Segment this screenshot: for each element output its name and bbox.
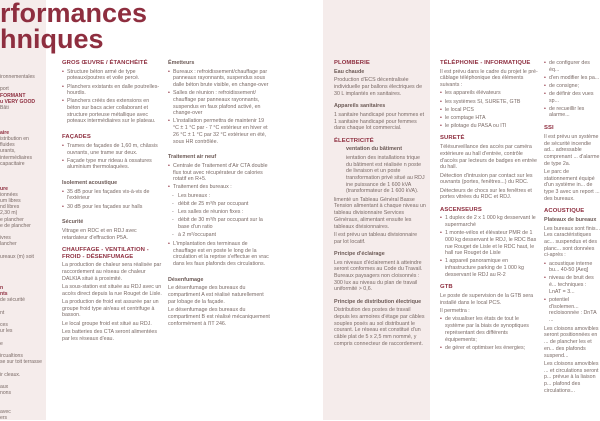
list-item: • de consigne; (544, 83, 600, 90)
list-item: - débit de 30 m³/h par occupant sur la base d'un ratio (168, 217, 270, 230)
cropped-text-line: urants, intermédiaires (0, 148, 32, 161)
column-telephony-security (440, 60, 540, 353)
list-item: • 1 duplex de 2 x 1 000 kg desservant le supermarché (440, 215, 540, 228)
cropped-text-line: ironnementales (0, 74, 35, 80)
paragraph: Il permettra : (440, 308, 470, 315)
cropped-text-line: ces (0, 322, 8, 329)
list-item: • 1 monte-vélos et élévateur PMR de 1 000 kg desservant le RDJ, le RDC Bas rue Rouget de Lisle et le RDC haut, le hall rue Rouget de Lisle (440, 230, 540, 257)
paragraph: Télésurveillance des accès par caméra extérieure au hall d'entrée, contrôle d'accès par lecteurs de badges en entrée du hall. (440, 144, 538, 171)
cropped-text-line: ir cleaux. (0, 371, 21, 378)
paragraph: Le parc de stationnement équipé d'un système in... de type 3 avec un report ... des bureaux. (544, 169, 600, 202)
section-title-facades: FAÇADES (62, 134, 91, 141)
paragraph: Les cloisons amovibles ... et circulations seront p... prévue à la liaison p... plafond des circulations... (544, 360, 599, 394)
paragraph: Le désenfumage des bureaux du compartiment A est réalisé naturellement par lobage de la façade. (168, 285, 264, 305)
section-title-securite: Sécurité (62, 219, 84, 226)
section-title-air-neuf: Traitement air neuf (168, 154, 217, 161)
section-title-ssi: SSI (544, 125, 554, 132)
cropped-text-line: avec (0, 408, 11, 415)
cropped-text-line: n (0, 284, 4, 291)
list-item: • L'implantation des terminaux de chauffage est en poste le long de la circulation et la reprise s'effectue en vrac dans les faux plafonds des circulations. (168, 241, 270, 268)
list-acoustique (544, 261, 600, 324)
column-structure-hvac (62, 60, 162, 344)
page-title-line-1: rformances (0, 0, 148, 28)
list-item: • le comptage HTA (440, 115, 540, 122)
paragraph: Le désenfumage des bureaux du compartiment B est réalisé mécaniquement conformément à l'IT 246. (168, 307, 270, 327)
list-item: • 35 dB pour les façades vis-à-vis de l'extérieur (62, 189, 162, 202)
subsection-alimentation: ventation du bâtiment (346, 146, 403, 153)
paragraph: Distribution des postes de travail depuis les armoires d'étage par câbles souples posés au sol distribuant le courant. Le réseau est constitué d'un câble plat de 5 x 2,5 mm nommé, y compris connecteur de raccordement. (334, 307, 425, 347)
paragraph: Les batteries des CTA seront alimentées par les réseaux d'eau. (62, 329, 157, 342)
list-facades (62, 143, 162, 171)
section-title-desenfumage: Désenfumage (168, 276, 204, 283)
subsection-sanitaires: Appareils sanitaires (334, 103, 386, 110)
list-item: • Planchers créés des extensions en béton sur bacs acier collaborant et structure porteuse métallique avec poteaux intermédiaires sur le plateau. (62, 98, 162, 125)
subsection-plateaux: Plateaux de bureaux (544, 216, 597, 223)
paragraph: La sous-station est située au RDJ avec un accès direct depuis la rue Rouget de Lisle. (62, 284, 162, 297)
cropped-text-line: nd libres (0, 204, 20, 211)
list-emetteurs (168, 69, 270, 146)
cropped-text-line: e plancher (0, 216, 24, 223)
list-item: - débit de 25 m³/h par occupant (168, 201, 270, 208)
list-item: • niveau de bruit des é... techniques : LnAT = 3... (544, 275, 600, 295)
column-ssi-acoustics (544, 60, 600, 420)
list-item: • Structure béton armé de type poteaux/poutres et voile percé. (62, 69, 162, 82)
cropped-text-line: capacitaire (0, 160, 25, 167)
section-title-surete: SURETÉ (440, 135, 465, 142)
list-item: - à 2 m²/occupant (168, 232, 270, 239)
list-item: • Planchers existants en dalle poutrelles-hourdis. (62, 84, 162, 97)
paragraph: Détection d'intrusion par contact sur les ouvrants (portes, fenêtres...) du RDC. (440, 172, 533, 186)
paragraph: Le poste de supervision de la GTB sera installé dans le local PCS. (440, 293, 534, 306)
page-title (0, 0, 147, 52)
list-air-neuf-2 (168, 241, 270, 268)
cropped-text-line: e de plancher (0, 222, 31, 229)
section-title-telephonie: TÉLÉPHONIE - INFORMATIQUE (440, 60, 531, 66)
cropped-text-line: ur les (0, 328, 13, 335)
list-item: • de configurer des éq... (544, 60, 600, 73)
paragraph: La production de chaleur sera réalisée par raccordement au réseau de chaleur DALKIA situé à proximité. (62, 262, 162, 282)
cropped-text-line: nons (0, 390, 12, 397)
cropped-text-line: ureaux (m) soit (0, 253, 34, 260)
list-item: • Trames de façades de 1,60 m, châssis ouvrants, une trame sur deux. (62, 143, 162, 156)
section-title-gtb: GTB (440, 284, 453, 291)
paragraph: Les cloisons amovibles seront positionnées en ... de plancher les et en... des plafonds suspend... (544, 325, 599, 359)
column-plumbing-electricity (334, 60, 426, 349)
list-item: • L'installation permettra de maintenir 19 °C ± 1 °C par - 7 °C extérieur en hiver et 26 °C ± 1 °C par 32 °C extérieur en été, sous HR contrôlée. (168, 118, 270, 145)
cropped-text-line: FORMANT (0, 92, 26, 99)
section-title-electricite: ÉLECTRICITÉ (334, 137, 374, 144)
list-item: • acoustique interne bu... 40-50 [Aeq] (544, 261, 600, 274)
list-item: • de définir des vues sp... (544, 91, 600, 104)
cropped-text-line: u VERY GOOD (0, 98, 36, 105)
section-title-ascenseurs: ASCENSEURS (440, 206, 482, 213)
cropped-text-line: lancher (0, 241, 17, 248)
cropped-text-line: ircualtions (0, 353, 23, 360)
list-item: • le pilotage du PASA ou ITI (440, 123, 540, 130)
list-item: • de visualiser les états de tout le système par la biais de synoptiques représentant des différents équipements; (440, 316, 540, 343)
paragraph: ientation des installations trique du bâtiment est réalisée n poste de livraison et un poste transformation privé situé au RDJ ine puissance de 1 600 kVA (transformateur de 1 600 kVA). (346, 154, 425, 195)
list-telephonie (440, 90, 540, 129)
cropped-text-line: e (0, 340, 3, 347)
column-environmental (0, 74, 44, 421)
cropped-text-line: ure (0, 185, 8, 192)
paragraph: Il est prévu un système de sécurité incendie ad... adressable comprenant ... d'alarme de type 2a. (544, 133, 600, 167)
section-title-chauffage: CHAUFFAGE - VENTILATION - FROID - DÉSENFUMAGE (62, 246, 149, 260)
cropped-text-line: de sécurité (0, 297, 25, 304)
subsection-eau-chaude: Eau chaude (334, 68, 365, 75)
paragraph: Production d'ECS décentralisée individuelle par ballons électriques de 30 L implantés en sanitaires. (334, 77, 423, 97)
list-air-neuf-sub (168, 193, 270, 239)
list-item: • 1 appareil panoramique en infrastructure parking de 1 000 kg desservant le RDJ au R-2 (440, 258, 540, 278)
cropped-text-line: um libres (0, 198, 21, 205)
list-item: • le local PCS (440, 107, 540, 114)
paragraph: Les niveaux d'éclairement à atteindre seront conformes au Code du Travail. Bureaux paysagers non cloisonnés : 300 lux au niveau du plan de travail uniformité > 0,6. (334, 259, 423, 293)
paragraph: Vitrage en RDC et en RDJ avec retardateur d'effraction P5A. (62, 227, 137, 241)
paragraph: Les bureaux sont finis... Les caractéristiques ac... suspendus et des planc... sont données ci-après : (544, 225, 600, 259)
list-gros-oeuvre (62, 69, 162, 125)
paragraph: Le local groupe froid est situé au RDJ. (62, 320, 152, 327)
list-item: - Les salles de réunion fixes : (168, 209, 270, 216)
list-item: • les appareils élévateurs (440, 90, 540, 97)
subsection-eclairage: Principe d'éclairage (334, 250, 385, 257)
cropped-text-line: aire (0, 129, 10, 136)
list-item: • Traitement des bureaux : (168, 184, 270, 191)
cropped-text-line: Bâti (0, 105, 9, 112)
section-title-acoustique: ACOUSTIQUE (544, 208, 585, 215)
subsection-distribution: Principe de distribution électrique (334, 298, 422, 305)
list-ascenseurs (440, 215, 540, 278)
list-air-neuf (168, 163, 270, 191)
cropped-text-line: istribution en fluides (0, 136, 29, 149)
list-item: - Les bureaux : (168, 193, 270, 200)
paragraph: Il est prévu un tableau divisionnaire par lot locatif. (334, 231, 418, 245)
cropped-text-line: port (0, 86, 9, 93)
cropped-text-line: ionnées (0, 191, 18, 198)
section-title-gros-oeuvre: GROS ŒUVRE / ÉTANCHÉITÉ (62, 60, 148, 66)
list-item: • Bureaux : refroidissement/chauffage par panneaux rayonnants, suspendus sous dalle béton brute visible, en change-over (168, 69, 270, 89)
page-title-line-2: hniques (0, 24, 104, 54)
list-item: • Salles de réunion : refroidissement/ chauffage par panneaux rayonnants, suspendus en faux plafond activé, en change-over (168, 90, 270, 117)
cropped-text-line: se sur toit terrasse (0, 359, 42, 366)
cropped-text-line: 2,30 m) (0, 210, 18, 217)
list-item: • d'en modifier les pa... (544, 75, 600, 82)
list-item: • potentiel d'isolemen... recloisonnée : DnTA ... (544, 297, 600, 324)
list-item: • Façade type mur rideau à ossatures aluminium thermolaquées. (62, 158, 162, 171)
list-item: • les systèmes SI, SURETE, GTB (440, 99, 540, 106)
cropped-text-line: nt (0, 309, 5, 316)
list-item: • de gérer et optimiser les énergies; (440, 345, 540, 352)
section-title-plomberie: PLOMBERIE (334, 60, 370, 66)
section-title-isolement: Isolement acoustique (62, 180, 118, 187)
paragraph: La production de froid est assurée par un groupe froid type air/eau et centrifuge à basson. (62, 299, 159, 319)
section-title-emetteurs: Émetteurs (168, 60, 195, 66)
cropped-text-line: nts (0, 291, 8, 298)
paragraph: limenté un Tableau Général Basse Tension alimentant à chaque niveau un tableau divisionnaire Services Généraux, alimentant ensuite les tableaux divisionnaires. (334, 196, 426, 230)
cropped-text-line: ivres (0, 235, 11, 242)
list-item: • de recueillir les alarme... (544, 106, 600, 119)
paragraph: Détecteurs de chocs sur les fenêtres et portes vitrées du RDC et RDJ. (440, 187, 532, 201)
cropped-text-line: aux (0, 384, 9, 391)
column-emitters (168, 60, 270, 329)
list-gtb-continued (544, 60, 600, 119)
paragraph: Il est prévu dans le cadre du projet le pré-câblage téléphonique des éléments suivants : (440, 68, 538, 89)
list-item: • Centrale de Traitement d'Air CTA double flux tout avec récupérateur de calories rotatif en R+5. (168, 163, 270, 183)
cropped-text-line: ers (0, 415, 8, 421)
list-isolement (62, 189, 162, 211)
list-item: • 30 dB pour les façades sur halls (62, 204, 162, 211)
list-gtb (440, 316, 540, 351)
paragraph: 1 sanitaire handicapé pour hommes et 1 sanitaire handicapé pour femmes dans chaque lot commercial. (334, 111, 425, 132)
